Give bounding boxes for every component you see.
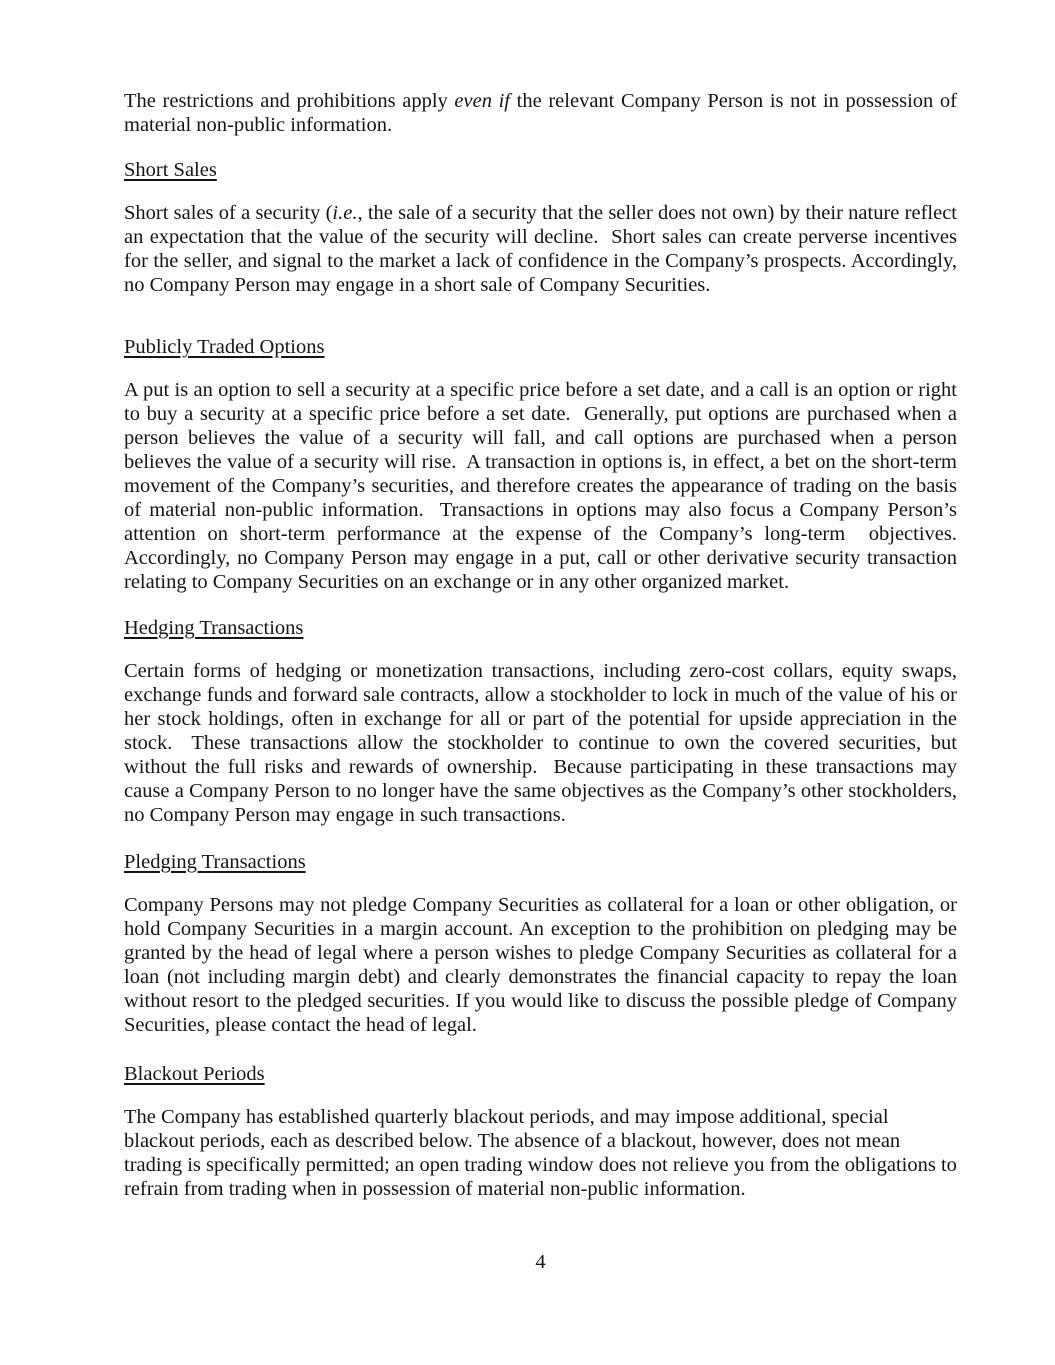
- short-sales-italic-phrase: i.e.: [332, 202, 358, 224]
- pledging-transactions-heading: Pledging Transactions: [124, 851, 306, 873]
- publicly-traded-options-paragraph: A put is an option to sell a security at a specific price before a set date, and a call is an option or right to buy a security at a specific price before a set date. Generally, put options are purchased when a person believes the value of a security will fall, and call options are purchased when a person believes the value of a security will rise. A transaction in options is, in effect, a bet on the short-term movement of the Company’s securities, and therefore creates the appearance of trading on the basis of material non-public information. Transactions in options may also focus a Company Person’s attention on short-term performance at the expense of the Company’s long-term objectives. Accordingly, no Company Person may engage in a put, call or other derivative security transaction relating to Company Securities on an exchange or in any other organized market.: [124, 379, 968, 593]
- intro-paragraph: [124, 89, 963, 137]
- intro-italic-phrase: even if: [454, 90, 511, 112]
- section-pledging-transactions: [124, 850, 963, 1037]
- pledging-transactions-paragraph: Company Persons may not pledge Company Securities as collateral for a loan or other obligation, or hold Company Securities in a margin account. An exception to the prohibition on pledging may be granted by the head of legal where a person wishes to pledge Company Securities as collateral for a loan (not including margin debt) and clearly demonstrates the financial capacity to repay the loan without resort to the pledged securities. If you would like to discuss the possible pledge of Company Securities, please contact the head of legal.: [124, 894, 963, 1036]
- short-sales-paragraph: [124, 201, 963, 297]
- hedging-transactions-heading: Hedging Transactions: [124, 617, 304, 639]
- publicly-traded-options-heading: Publicly Traded Options: [124, 336, 325, 358]
- section-hedging-transactions: [124, 616, 963, 827]
- intro-text-after-italic: the relevant Company Person is not in possession of material non-public information.: [124, 90, 963, 136]
- short-sales-text-before-italic: Short sales of a security (: [124, 202, 333, 224]
- hedging-transactions-paragraph: Certain forms of hedging or monetization transactions, including zero-cost collars, equity swaps, exchange funds and forward sale contracts, allow a stockholder to lock in much of the value of his or her stock holdings, often in exchange for all or part of the potential for upside appreciation in the stock. These transactions allow the stockholder to continue to own the covered securities, but without the full risks and rewards of ownership. Because participating in these transactions may cause a Company Person to no longer have the same objectives as the Company’s other stockholders, no Company Person may engage in such transactions.: [124, 660, 963, 826]
- short-sales-heading: Short Sales: [124, 159, 217, 181]
- section-publicly-traded-options: [124, 335, 968, 594]
- blackout-periods-heading: Blackout Periods: [124, 1063, 265, 1085]
- section-blackout-periods: [124, 1062, 963, 1201]
- blackout-periods-paragraph: The Company has established quarterly blackout periods, and may impose additional, special blackout periods, each as described below. The absence of a blackout, however, does not mean trading is specifically permitted; an open trading window does not relieve you from the obligations to refrain from trading when in possession of material non-public information.: [124, 1106, 963, 1200]
- section-short-sales: [124, 158, 963, 297]
- short-sales-text-after-italic: , the sale of a security that the seller does not own) by their nature reflect an expectation that the value of the security will decline. Short sales can create perverse incentives for the seller, and signal to the market a lack of confidence in the Company’s prospects. Accordingly, no Company Person may engage in a short sale of Company Securities.: [124, 202, 963, 296]
- intro-text-before-italic: The restrictions and prohibitions apply: [124, 90, 455, 112]
- page-number: 4: [535, 1251, 546, 1273]
